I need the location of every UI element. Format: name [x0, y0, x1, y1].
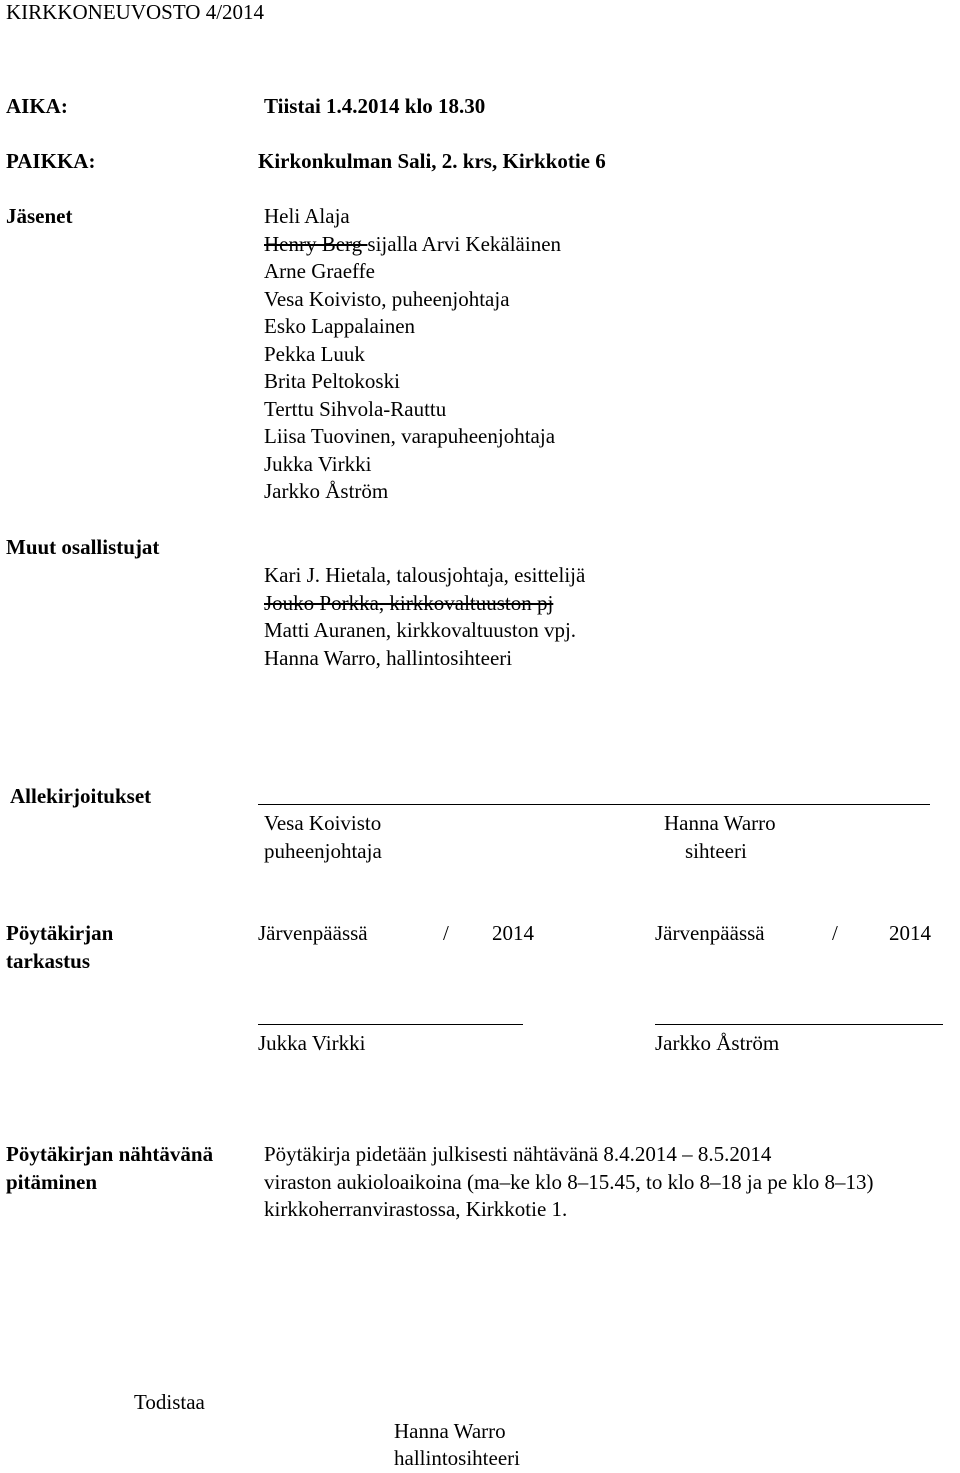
member-item: Arne Graeffe: [264, 259, 375, 283]
secretary-role: sihteeri: [685, 839, 747, 863]
display-text: [264, 1141, 873, 1224]
member-item: Liisa Tuovinen, varapuheenjohtaja: [264, 424, 556, 448]
struck-member-name: Henry Berg: [264, 231, 368, 256]
certifier-role: hallintosihteeri: [394, 1446, 520, 1470]
member-item-substituted: [264, 231, 561, 259]
participant-item: Matti Auranen, kirkkovaltuuston vpj.: [264, 618, 577, 642]
signature-line: [258, 804, 930, 805]
chair-name: Vesa Koivisto: [264, 811, 382, 835]
reviewer-right-name: Jarkko Åström: [655, 1031, 780, 1055]
certify-label: Todistaa: [134, 1390, 205, 1414]
members-label: Jäsenet: [6, 204, 73, 228]
others-label: Muut osallistujat: [6, 535, 160, 559]
place-label: PAIKKA:: [6, 149, 96, 173]
place-value: Kirkonkulman Sali, 2. krs, Kirkkotie 6: [258, 149, 606, 173]
member-item: Vesa Koivisto, puheenjohtaja: [264, 286, 510, 311]
participant-item: Hanna Warro, hallintosihteeri: [264, 645, 513, 670]
member-item: Jukka Virkki: [264, 451, 372, 476]
review-slash-right: /: [832, 921, 838, 945]
member-item: Pekka Luuk: [264, 341, 365, 366]
display-line: viraston aukioloaikoina (ma–ke klo 8–15.45, to klo 8–18 ja pe klo 8–13): [264, 1169, 874, 1194]
substitute-text: sijalla Arvi Kekäläinen: [367, 231, 562, 256]
members-list: [264, 203, 561, 506]
review-label-line1: Pöytäkirjan: [6, 921, 114, 945]
member-item: Heli Alaja: [264, 204, 350, 228]
reviewer-left-name: Jukka Virkki: [258, 1031, 366, 1055]
signatures-label: Allekirjoitukset: [10, 784, 152, 808]
member-item: Esko Lappalainen: [264, 314, 416, 338]
member-item: Jarkko Åström: [264, 479, 389, 503]
chair-role: puheenjohtaja: [264, 839, 382, 863]
review-place-right: Järvenpäässä: [655, 921, 765, 945]
certifier-name: Hanna Warro: [394, 1419, 506, 1443]
reviewer-right-signature-line: [655, 1024, 943, 1025]
member-item: Brita Peltokoski: [264, 369, 400, 393]
review-label-line2: tarkastus: [6, 949, 91, 973]
time-value: Tiistai 1.4.2014 klo 18.30: [264, 94, 486, 118]
participant-item: Kari J. Hietala, talousjohtaja, esittelijä: [264, 563, 586, 587]
review-year-left: 2014: [492, 921, 534, 945]
struck-participant: Jouko Porkka, kirkkovaltuuston pj: [264, 590, 554, 615]
member-item: Terttu Sihvola-Rauttu: [264, 396, 447, 421]
display-label-line2: pitäminen: [6, 1170, 98, 1194]
secretary-name: Hanna Warro: [664, 811, 776, 835]
review-place-left: Järvenpäässä: [258, 921, 368, 945]
others-list: [264, 562, 585, 672]
review-slash-left: /: [443, 921, 449, 945]
display-line: Pöytäkirja pidetään julkisesti nähtävänä 8.4.2014 – 8.5.2014: [264, 1142, 772, 1166]
reviewer-left-signature-line: [258, 1024, 523, 1025]
display-line: kirkkoherranvirastossa, Kirkkotie 1.: [264, 1197, 568, 1221]
review-year-right: 2014: [889, 921, 931, 945]
time-label: AIKA:: [6, 94, 68, 118]
display-label-line1: Pöytäkirjan nähtävänä: [6, 1142, 214, 1166]
document-title: KIRKKONEUVOSTO 4/2014: [6, 0, 265, 24]
